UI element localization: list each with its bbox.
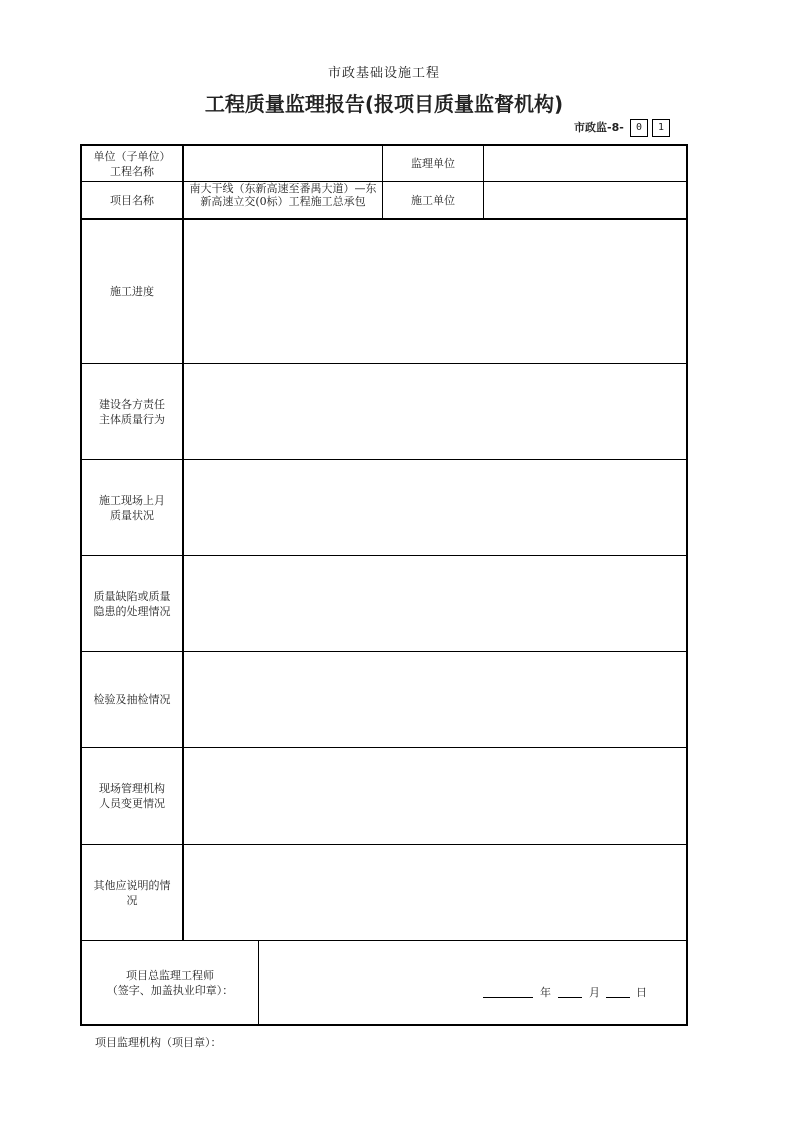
section-field-progress[interactable] [184, 220, 686, 363]
project-name-value[interactable]: 南大干线（东新高速至番禺大道）—东新高速立交(0标）工程施工总承包 [189, 182, 377, 208]
section-field-staff-change[interactable] [184, 748, 686, 844]
month-field[interactable] [558, 985, 582, 998]
code-digit-box: 1 [652, 119, 670, 137]
section-label-party-behavior: 建设各方责任 主体质量行为 [99, 397, 165, 426]
supervision-unit-field[interactable] [484, 146, 686, 181]
section-label-defects: 质量缺陷或质量 隐患的处理情况 [93, 589, 171, 618]
construction-unit-field[interactable] [484, 182, 686, 218]
unit-name-label: 单位（子单位） 工程名称 [93, 149, 171, 178]
month-label: 月 [589, 986, 600, 999]
section-label-progress: 施工进度 [110, 285, 154, 298]
year-label: 年 [540, 986, 551, 999]
year-field[interactable] [483, 985, 533, 998]
section-label-site-quality: 施工现场上月 质量状况 [99, 493, 165, 522]
section-label-other: 其他应说明的情 况 [93, 878, 171, 907]
construction-unit-label: 施工单位 [411, 193, 455, 207]
signature-area[interactable] [259, 941, 686, 1024]
day-label: 日 [636, 986, 647, 999]
day-field[interactable] [606, 985, 630, 998]
section-label-inspection: 检验及抽检情况 [93, 693, 171, 706]
org-stamp-label: 项目监理机构（项目章）： [95, 1036, 222, 1049]
chief-engineer-signature-label: 项目总监理工程师 （签字、加盖执业印章）： [106, 968, 234, 997]
section-field-inspection[interactable] [184, 652, 686, 747]
section-field-party-behavior[interactable] [184, 364, 686, 459]
section-field-other[interactable] [184, 845, 686, 940]
section-field-defects[interactable] [184, 556, 686, 651]
code-digit-box: 0 [630, 119, 648, 137]
form-title: 工程质量监理报告(报项目质量监督机构) [204, 92, 564, 116]
project-name-label: 项目名称 [110, 193, 154, 207]
section-label-staff-change: 现场管理机构 人员变更情况 [99, 782, 165, 810]
unit-name-field[interactable] [184, 146, 382, 181]
form-subtitle: 市政基础设施工程 [327, 66, 440, 81]
section-field-site-quality[interactable] [184, 460, 686, 555]
supervision-unit-label: 监理单位 [411, 157, 455, 170]
form-code: 市政监-8- [574, 121, 624, 134]
